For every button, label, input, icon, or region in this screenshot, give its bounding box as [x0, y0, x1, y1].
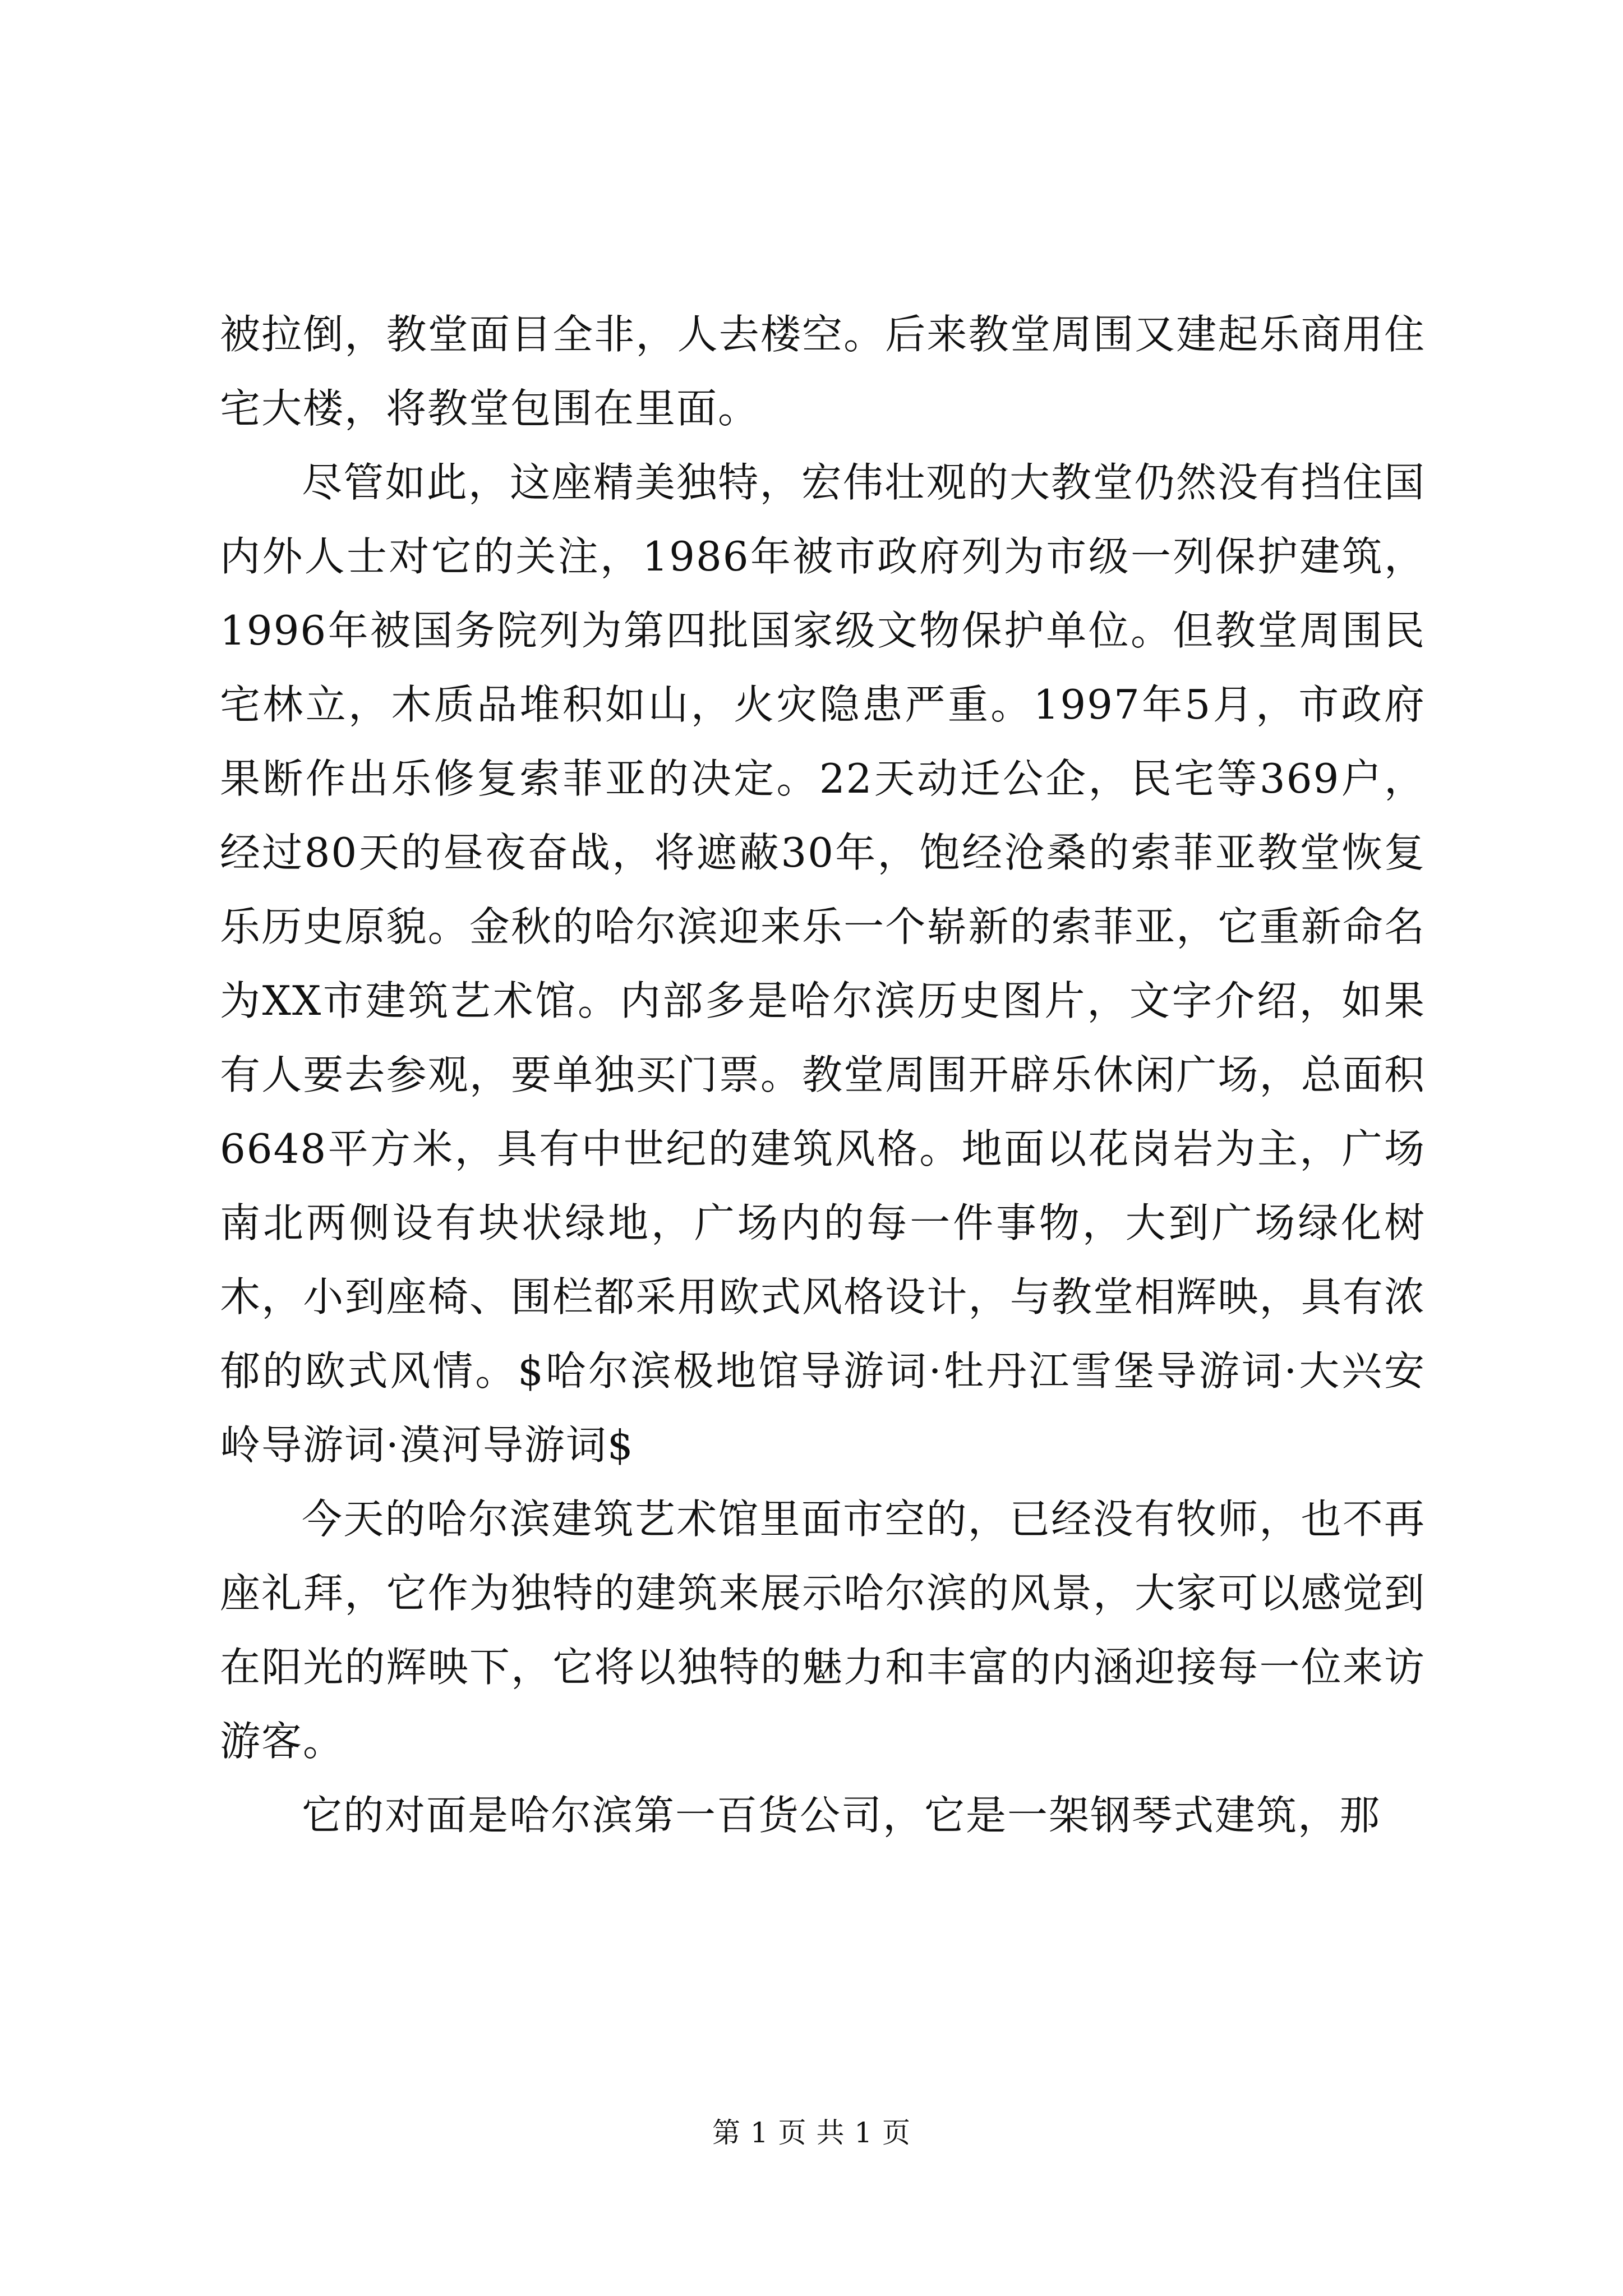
- paragraph-1: 被拉倒，教堂面目全非，人去楼空。后来教堂周围又建起乐商用住宅大楼，将教堂包围在里面。: [220, 311, 1426, 432]
- body-text: [220, 297, 1426, 1852]
- page-number-label: 第 1 页 共 1 页: [712, 2116, 911, 2149]
- paragraph-4: 它的对面是哈尔滨第一百货公司，它是一架钢琴式建筑，那: [302, 1792, 1381, 1839]
- page-footer: [0, 2116, 1623, 2150]
- paragraph-2: 尽管如此，这座精美独特，宏伟壮观的大教堂仍然没有挡住国内外人士对它的关注，1986年被市政府列为市级一列保护建筑，1996年被国务院列为第四批国家级文物保护单位。但教堂周围民宅林立，木质品堆积如山，火灾隐患严重。1997年5月，市政府果断作出乐修复索菲亚的决定。22天动迁公企，民宅等369户，经过80天的昼夜奋战，将遮蔽30年，饱经沧桑的索菲亚教堂恢复乐历史原貌。金秋的哈尔滨迎来乐一个崭新的索菲亚，它重新命名为XX市建筑艺术馆。内部多是哈尔滨历史图片，文字介绍，如果有人要去参观，要单独买门票。教堂周围开辟乐休闲广场，总面积6648平方米，具有中世纪的建筑风格。地面以花岗岩为主，广场南北两侧设有块状绿地，广场内的每一件事物，大到广场绿化树木，小到座椅、围栏都采用欧式风格设计，与教堂相辉映，具有浓郁的欧式风情。$哈尔滨极地馆导游词·牡丹江雪堡导游词·大兴安岭导游词·漠河导游词$: [220, 459, 1426, 1469]
- paragraph-3: 今天的哈尔滨建筑艺术馆里面市空的，已经没有牧师，也不再座礼拜，它作为独特的建筑来展示哈尔滨的风景，大家可以感觉到在阳光的辉映下，它将以独特的魅力和丰富的内涵迎接每一位来访游客。: [220, 1496, 1426, 1765]
